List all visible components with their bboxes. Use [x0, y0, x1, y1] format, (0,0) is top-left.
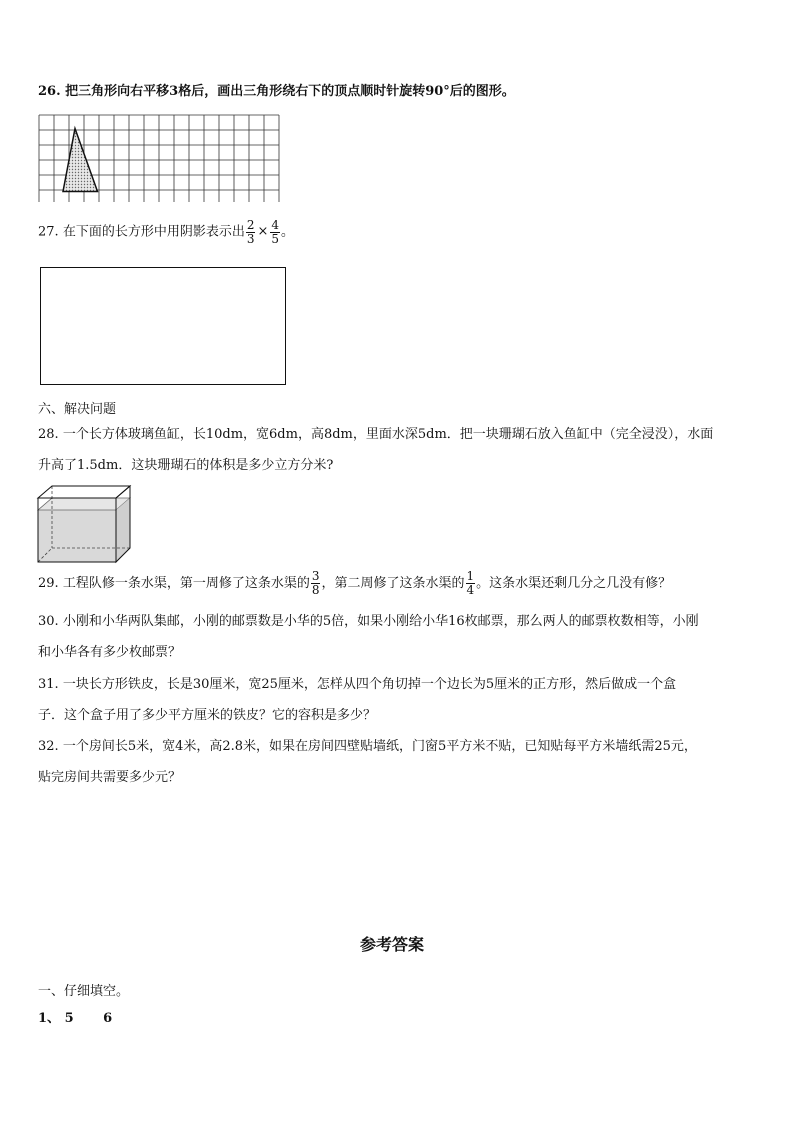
- q32-line2: 贴完房间共需要多少元？: [38, 770, 182, 785]
- q31-number: 31.: [38, 677, 59, 692]
- q28-line1: [38, 427, 713, 443]
- q29-fraction-2: [466, 570, 476, 597]
- q29-text-c: 。这条水渠还剩几分之几没有修？: [476, 576, 672, 591]
- q30-line2: 和小华各有多少枚邮票？: [38, 645, 182, 660]
- q28-line2: 升高了1.5dm．这块珊瑚石的体积是多少立方分米?: [38, 458, 334, 473]
- q27-rectangle[interactable]: [40, 267, 286, 385]
- q29-fraction-1: [311, 570, 321, 597]
- q29-frac2-den: 4: [466, 583, 475, 597]
- q30-number: 30.: [38, 614, 59, 629]
- q27-fraction-2: [270, 219, 280, 246]
- answers-section1: 一、仔细填空。: [38, 984, 130, 999]
- q30-text-line1: 小刚和小华两队集邮，小刚的邮票数是小华的5倍，如果小刚给小华16枚邮票，那么两人的邮票枚数相等，小刚: [62, 614, 699, 629]
- q26-text: 把三角形向右平移3格后，画出三角形绕右下的顶点顺时针旋转90°后的图形。: [65, 84, 515, 99]
- q31-line2: 子．这个盒子用了多少平方厘米的铁皮？它的容积是多少？: [38, 708, 377, 723]
- q28-fish-tank-figure: [36, 484, 132, 566]
- q27-times: ×: [257, 224, 269, 239]
- q31-text-line1: 一块长方形铁皮，长是30厘米，宽25厘米，怎样从四个角切掉一个边长为5厘米的正方形，然后做成一个盒: [62, 677, 677, 692]
- answers-title: 参考答案: [360, 935, 425, 954]
- q27-frac2-den: 5: [271, 231, 280, 246]
- q27-text-after: 。: [281, 224, 295, 240]
- q26-grid-figure: [38, 114, 280, 202]
- answer-1-value-1: 5: [64, 1011, 74, 1026]
- q27-frac1-den: 3: [246, 231, 255, 246]
- answer-1-value-2: 6: [103, 1011, 113, 1026]
- answer-1: [38, 1011, 112, 1027]
- section6-title: 六、解决问题: [38, 402, 117, 417]
- q27-frac1-num: 2: [246, 217, 255, 232]
- q29-number: 29.: [38, 576, 59, 591]
- q26: [38, 84, 515, 100]
- answer-1-label: 1、: [38, 1011, 61, 1026]
- q29: [38, 566, 671, 602]
- q32-text-line1: 一个房间长5米，宽4米，高2.8米，如果在房间四壁贴墙纸，门窗5平方米不贴，已知贴每平方米墙纸需25元，: [62, 739, 697, 754]
- q27-text: 在下面的长方形中用阴影表示出: [62, 224, 245, 240]
- q27: [38, 214, 294, 251]
- q29-text-b: ，第二周修了这条水渠的: [321, 576, 465, 591]
- q28-number: 28.: [38, 427, 59, 442]
- tank-water: [38, 510, 116, 562]
- q27-number: 27.: [38, 224, 59, 240]
- q29-frac1-num: 3: [311, 569, 320, 583]
- q27-frac2-num: 4: [271, 217, 280, 232]
- q27-fraction-1: [246, 219, 256, 246]
- q29-frac2-num: 1: [466, 569, 475, 583]
- q31-line1: [38, 677, 676, 693]
- q30-line1: [38, 614, 699, 630]
- q32-number: 32.: [38, 739, 59, 754]
- q28-text-line1: 一个长方体玻璃鱼缸，长10dm，宽6dm，高8dm，里面水深5dm．把一块珊瑚石放入鱼缸中（完全浸没），水面: [62, 427, 714, 442]
- q26-number: 26.: [38, 84, 61, 99]
- q29-frac1-den: 8: [311, 583, 320, 597]
- q29-text-a: 工程队修一条水渠，第一周修了这条水渠的: [62, 576, 310, 591]
- q32-line1: [38, 739, 697, 755]
